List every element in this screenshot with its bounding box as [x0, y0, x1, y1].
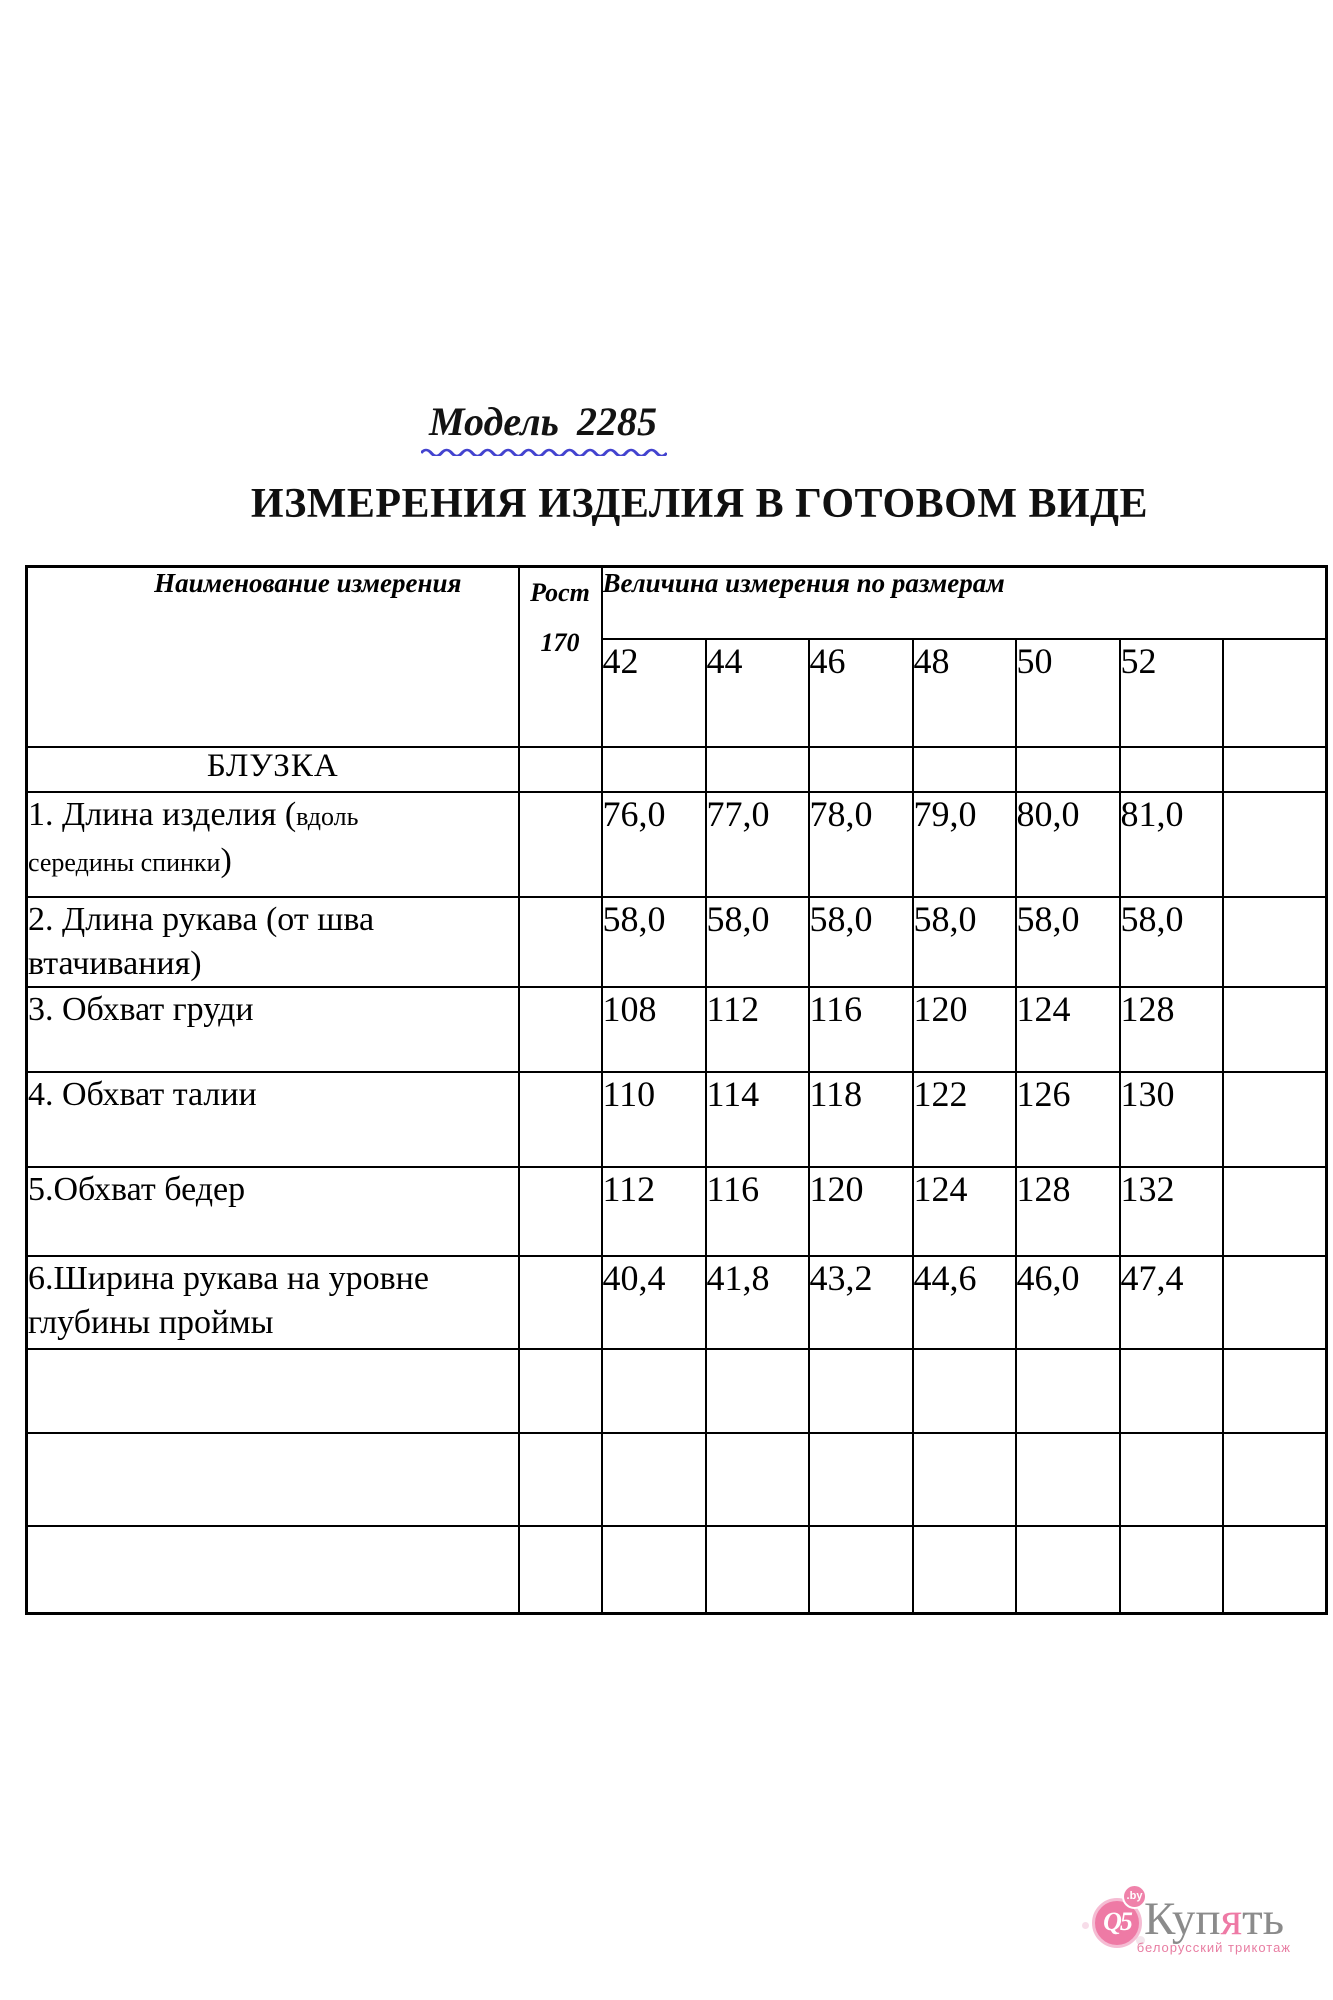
- empty-cell: [1016, 1349, 1120, 1433]
- value-cell: 120: [809, 1167, 913, 1256]
- col-header-sizes-group: Величина измерения по размерам: [602, 567, 1327, 639]
- brand-accent-letter: я: [1220, 1893, 1243, 1945]
- row-label-cell: 6.Ширина рукава на уровне глубины проймы: [27, 1256, 519, 1349]
- empty-cell: [27, 1349, 519, 1433]
- section-title-cell: БЛУЗКА: [27, 747, 519, 792]
- model-number: 2285: [576, 399, 657, 444]
- value-cell: 47,4: [1120, 1256, 1223, 1349]
- empty-cell: [809, 1433, 913, 1526]
- value-cell: 122: [913, 1072, 1016, 1167]
- brand-part: ть: [1242, 1893, 1285, 1945]
- row-label-cell: 5.Обхват бедер: [27, 1167, 519, 1256]
- value-cell: 126: [1016, 1072, 1120, 1167]
- empty-cell: [913, 1526, 1016, 1614]
- table-header-row: [27, 567, 1327, 639]
- table-row: [27, 1256, 1327, 1349]
- value-cell: 124: [1016, 987, 1120, 1072]
- empty-cell: [1016, 1433, 1120, 1526]
- q5kupyat-watermark: [1088, 1878, 1303, 1960]
- value-cell: 124: [913, 1167, 1016, 1256]
- height-label: Рост: [530, 578, 590, 607]
- empty-cell: [519, 792, 602, 897]
- empty-cell: [913, 747, 1016, 792]
- empty-cell: [519, 747, 602, 792]
- size-header-cell: 42: [602, 639, 706, 747]
- value-cell: 116: [706, 1167, 809, 1256]
- value-cell: 77,0: [706, 792, 809, 897]
- empty-cell: [1223, 792, 1327, 897]
- value-cell: 128: [1016, 1167, 1120, 1256]
- table-row-empty: [27, 1349, 1327, 1433]
- value-cell: 58,0: [809, 897, 913, 987]
- value-cell: 46,0: [1016, 1256, 1120, 1349]
- empty-cell: [519, 1072, 602, 1167]
- empty-cell: [519, 897, 602, 987]
- q5-logo-text: Q5: [1103, 1907, 1131, 1936]
- size-header-cell: 48: [913, 639, 1016, 747]
- value-cell: 81,0: [1120, 792, 1223, 897]
- empty-cell: [1223, 747, 1327, 792]
- value-cell: 120: [913, 987, 1016, 1072]
- empty-cell: [1120, 1433, 1223, 1526]
- empty-cell: [519, 987, 602, 1072]
- value-cell: 58,0: [1120, 897, 1223, 987]
- col-header-measurement-name: Наименование измерения: [27, 567, 519, 747]
- empty-cell: [519, 1526, 602, 1614]
- empty-cell: [1223, 1433, 1327, 1526]
- empty-cell: [1223, 1256, 1327, 1349]
- empty-cell: [913, 1349, 1016, 1433]
- row-label-cell: 3. Обхват груди: [27, 987, 519, 1072]
- value-cell: 118: [809, 1072, 913, 1167]
- measurements-table: [25, 565, 1328, 1615]
- value-cell: 76,0: [602, 792, 706, 897]
- brand-part: Куп: [1144, 1893, 1221, 1945]
- empty-cell: [602, 747, 706, 792]
- empty-cell: [706, 1349, 809, 1433]
- empty-cell: [1016, 1526, 1120, 1614]
- value-cell: 44,6: [913, 1256, 1016, 1349]
- brand-name: [1144, 1893, 1285, 1945]
- value-cell: 110: [602, 1072, 706, 1167]
- table-row: [27, 897, 1327, 987]
- size-header-cell: 52: [1120, 639, 1223, 747]
- empty-cell: [1223, 1167, 1327, 1256]
- row-label-cell: 2. Длина рукава (от шва втачивания): [27, 897, 519, 987]
- value-cell: 58,0: [1016, 897, 1120, 987]
- section-row: [27, 747, 1327, 792]
- value-cell: 116: [809, 987, 913, 1072]
- empty-cell: [809, 1349, 913, 1433]
- row-label-note: вдоль: [296, 801, 359, 831]
- table-row: [27, 792, 1327, 897]
- empty-cell: [27, 1526, 519, 1614]
- document-title-text: [425, 398, 661, 445]
- value-cell: 80,0: [1016, 792, 1120, 897]
- empty-cell: [1223, 987, 1327, 1072]
- value-cell: 114: [706, 1072, 809, 1167]
- empty-cell: [1223, 1072, 1327, 1167]
- empty-cell: [1016, 747, 1120, 792]
- empty-cell: [27, 1433, 519, 1526]
- empty-cell: [706, 747, 809, 792]
- value-cell: 132: [1120, 1167, 1223, 1256]
- model-word: Модель: [429, 399, 559, 444]
- value-cell: 43,2: [809, 1256, 913, 1349]
- value-cell: 78,0: [809, 792, 913, 897]
- empty-cell: [1120, 1526, 1223, 1614]
- value-cell: 112: [706, 987, 809, 1072]
- empty-cell: [602, 1349, 706, 1433]
- value-cell: 58,0: [706, 897, 809, 987]
- empty-cell: [1120, 747, 1223, 792]
- decorative-bubble: [1082, 1922, 1089, 1929]
- value-cell: 58,0: [602, 897, 706, 987]
- table-row: [27, 987, 1327, 1072]
- empty-cell: [519, 1349, 602, 1433]
- empty-cell: [809, 1526, 913, 1614]
- height-value: 170: [540, 628, 580, 657]
- logo-by-text: .by: [1126, 1890, 1143, 1902]
- document-title: [0, 398, 1086, 445]
- value-cell: 40,4: [602, 1256, 706, 1349]
- value-cell: 79,0: [913, 792, 1016, 897]
- page-title: ИЗМЕРЕНИЯ ИЗДЕЛИЯ В ГОТОВОМ ВИДЕ: [250, 481, 1149, 527]
- row-label: ): [220, 841, 232, 879]
- value-cell: 128: [1120, 987, 1223, 1072]
- row-label-note: середины спинки: [28, 847, 221, 877]
- row-label: 1. Длина изделия (: [28, 795, 297, 833]
- spellcheck-squiggle-underline: [421, 446, 667, 456]
- empty-cell: [706, 1526, 809, 1614]
- empty-cell: [1223, 1526, 1327, 1614]
- empty-cell: [809, 747, 913, 792]
- table-row: [27, 1072, 1327, 1167]
- value-cell: 112: [602, 1167, 706, 1256]
- value-cell: 41,8: [706, 1256, 809, 1349]
- empty-cell: [1223, 1349, 1327, 1433]
- size-header-cell: 44: [706, 639, 809, 747]
- size-header-cell: 46: [809, 639, 913, 747]
- empty-cell: [1120, 1349, 1223, 1433]
- table-row: [27, 1167, 1327, 1256]
- row-label-cell: 4. Обхват талии: [27, 1072, 519, 1167]
- value-cell: 130: [1120, 1072, 1223, 1167]
- empty-cell: [519, 1167, 602, 1256]
- brand-tagline: белорусский трикотаж: [1136, 1940, 1291, 1955]
- table-row-empty: [27, 1433, 1327, 1526]
- empty-cell: [913, 1433, 1016, 1526]
- empty-cell: [519, 1256, 602, 1349]
- size-header-cell: 50: [1016, 639, 1120, 747]
- empty-cell: [706, 1433, 809, 1526]
- table-row-empty: [27, 1526, 1327, 1614]
- size-header-cell-empty: [1223, 639, 1327, 747]
- empty-cell: [519, 1433, 602, 1526]
- row-label-cell: [27, 792, 519, 897]
- empty-cell: [602, 1433, 706, 1526]
- empty-cell: [602, 1526, 706, 1614]
- value-cell: 108: [602, 987, 706, 1072]
- col-header-height: [519, 567, 602, 747]
- empty-cell: [1223, 897, 1327, 987]
- value-cell: 58,0: [913, 897, 1016, 987]
